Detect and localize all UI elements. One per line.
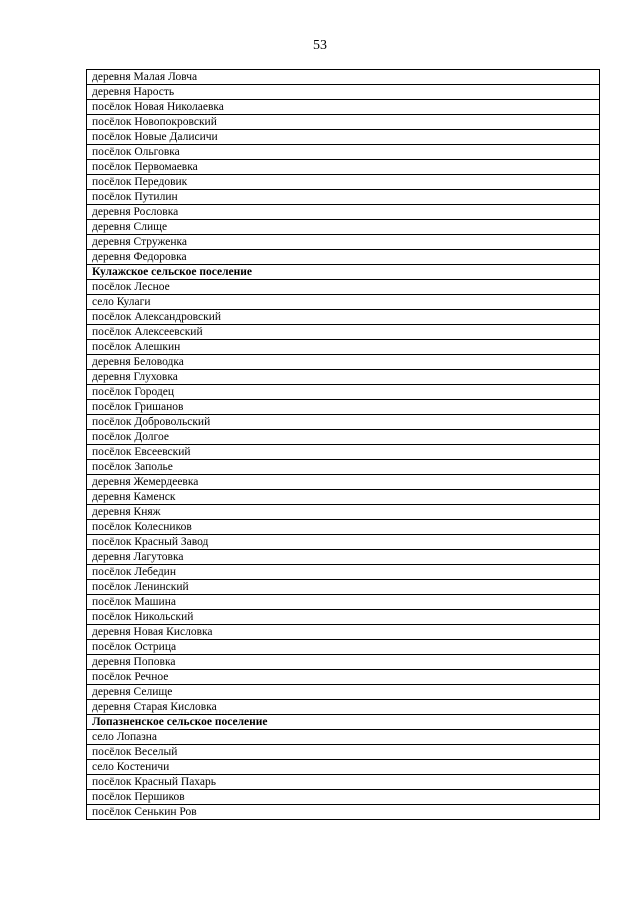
settlement-name-cell: посёлок Ольговка <box>87 145 600 160</box>
table-row <box>87 430 600 445</box>
settlement-name-cell: деревня Струженка <box>87 235 600 250</box>
table-row <box>87 700 600 715</box>
table-row <box>87 250 600 265</box>
table-row <box>87 325 600 340</box>
settlement-name-cell: село Костеничи <box>87 760 600 775</box>
table-row <box>87 415 600 430</box>
settlement-name-cell: деревня Слище <box>87 220 600 235</box>
settlement-name-cell: деревня Каменск <box>87 490 600 505</box>
settlement-name-cell: посёлок Речное <box>87 670 600 685</box>
table-row <box>87 610 600 625</box>
table-row <box>87 505 600 520</box>
table-row <box>87 340 600 355</box>
settlement-name-cell: посёлок Веселый <box>87 745 600 760</box>
table-row <box>87 115 600 130</box>
settlement-name-cell: деревня Беловодка <box>87 355 600 370</box>
settlement-name-cell: деревня Малая Ловча <box>87 70 600 85</box>
table-row <box>87 295 600 310</box>
settlement-name-cell: посёлок Лебедин <box>87 565 600 580</box>
settlement-name-cell: посёлок Алешкин <box>87 340 600 355</box>
table-row <box>87 730 600 745</box>
settlement-name-cell: посёлок Путилин <box>87 190 600 205</box>
settlement-name-cell: посёлок Лесное <box>87 280 600 295</box>
table-row <box>87 190 600 205</box>
settlement-name-cell: посёлок Ленинский <box>87 580 600 595</box>
settlement-name-cell: посёлок Алексеевский <box>87 325 600 340</box>
settlement-name-cell: посёлок Передовик <box>87 175 600 190</box>
table-row <box>87 370 600 385</box>
table-row <box>87 685 600 700</box>
settlement-name-cell: посёлок Долгое <box>87 430 600 445</box>
table-row <box>87 310 600 325</box>
settlement-table-body <box>87 70 600 820</box>
settlement-name-cell: посёлок Заполье <box>87 460 600 475</box>
page-number: 53 <box>313 38 327 53</box>
settlement-name-cell: деревня Нарость <box>87 85 600 100</box>
settlement-name-cell: деревня Княж <box>87 505 600 520</box>
settlement-name-cell: посёлок Гришанов <box>87 400 600 415</box>
table-row <box>87 460 600 475</box>
table-row <box>87 235 600 250</box>
settlement-name-cell: деревня Лагутовка <box>87 550 600 565</box>
settlement-name-cell: посёлок Красный Пахарь <box>87 775 600 790</box>
settlement-name-cell: посёлок Евсеевский <box>87 445 600 460</box>
settlement-name-cell: посёлок Никольский <box>87 610 600 625</box>
settlement-name-cell: посёлок Красный Завод <box>87 535 600 550</box>
settlement-name-cell: посёлок Первомаевка <box>87 160 600 175</box>
settlement-name-cell: деревня Рословка <box>87 205 600 220</box>
table-row <box>87 535 600 550</box>
table-row <box>87 205 600 220</box>
section-header-row <box>87 265 600 280</box>
settlement-name-cell: посёлок Новые Далисичи <box>87 130 600 145</box>
table-row <box>87 445 600 460</box>
table-row <box>87 805 600 820</box>
settlement-name-cell: посёлок Машина <box>87 595 600 610</box>
settlement-name-cell: посёлок Першиков <box>87 790 600 805</box>
table-row <box>87 85 600 100</box>
section-header-row <box>87 715 600 730</box>
settlement-name-cell: село Кулаги <box>87 295 600 310</box>
table-row <box>87 760 600 775</box>
settlement-name-cell: посёлок Сенькин Ров <box>87 805 600 820</box>
settlement-name-cell: деревня Жемердеевка <box>87 475 600 490</box>
settlement-name-cell: посёлок Острица <box>87 640 600 655</box>
table-row <box>87 160 600 175</box>
table-row <box>87 280 600 295</box>
table-row <box>87 130 600 145</box>
table-row <box>87 790 600 805</box>
settlement-name-cell: деревня Новая Кисловка <box>87 625 600 640</box>
table-row <box>87 355 600 370</box>
section-header-cell: Кулажское сельское поселение <box>87 265 600 280</box>
table-row <box>87 385 600 400</box>
table-row <box>87 595 600 610</box>
table-row <box>87 775 600 790</box>
settlement-table <box>86 69 600 820</box>
table-row <box>87 490 600 505</box>
table-row <box>87 655 600 670</box>
settlement-name-cell: деревня Селище <box>87 685 600 700</box>
table-row <box>87 100 600 115</box>
table-row <box>87 550 600 565</box>
settlement-name-cell: посёлок Добровольский <box>87 415 600 430</box>
table-row <box>87 565 600 580</box>
settlement-name-cell: посёлок Городец <box>87 385 600 400</box>
settlement-name-cell: посёлок Александровский <box>87 310 600 325</box>
table-row <box>87 400 600 415</box>
table-row <box>87 220 600 235</box>
settlement-name-cell: посёлок Новопокровский <box>87 115 600 130</box>
settlement-name-cell: деревня Старая Кисловка <box>87 700 600 715</box>
settlement-name-cell: деревня Федоровка <box>87 250 600 265</box>
settlement-name-cell: деревня Глуховка <box>87 370 600 385</box>
table-row <box>87 520 600 535</box>
table-row <box>87 640 600 655</box>
table-row <box>87 70 600 85</box>
settlement-name-cell: посёлок Новая Николаевка <box>87 100 600 115</box>
table-row <box>87 580 600 595</box>
settlement-name-cell: село Лопазна <box>87 730 600 745</box>
table-row <box>87 145 600 160</box>
settlement-name-cell: посёлок Колесников <box>87 520 600 535</box>
table-row <box>87 175 600 190</box>
table-row <box>87 625 600 640</box>
table-row <box>87 670 600 685</box>
settlement-name-cell: деревня Поповка <box>87 655 600 670</box>
table-row <box>87 745 600 760</box>
section-header-cell: Лопазненское сельское поселение <box>87 715 600 730</box>
table-row <box>87 475 600 490</box>
